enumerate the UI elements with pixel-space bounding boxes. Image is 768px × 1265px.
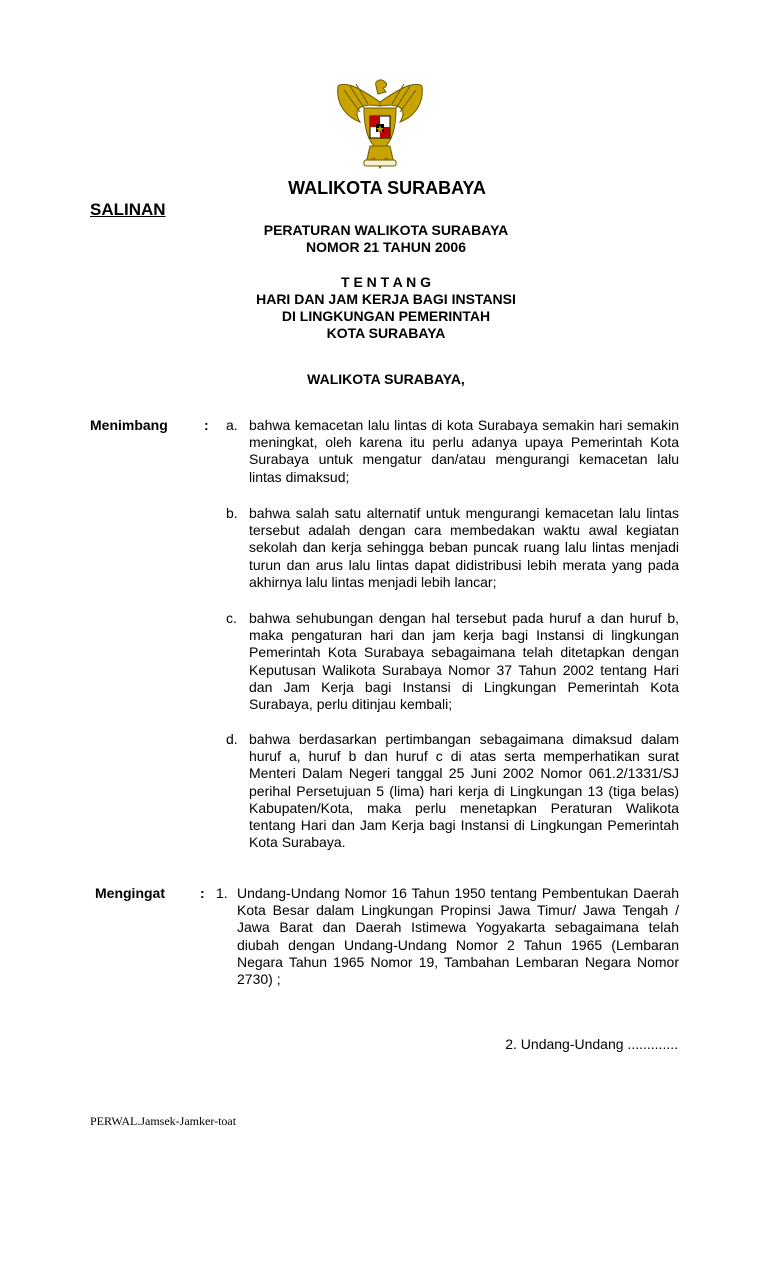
menimbang-label: Menimbang [90, 417, 168, 433]
next-page-reference: 2. Undang-Undang ............. [505, 1036, 678, 1052]
mengingat-colon: : [200, 885, 205, 901]
menimbang-marker-d: d. [226, 731, 238, 747]
regulation-number: NOMOR 21 TAHUN 2006 [305, 239, 466, 255]
menimbang-marker-a: a. [226, 417, 238, 433]
mengingat-marker-1: 1. [216, 885, 228, 901]
menimbang-item-d: bahwa berdasarkan pertimbangan sebagaimana dimaksud dalam huruf a, huruf b dan huruf c di atas serta memperhatikan surat Menteri Dalam Negeri tanggal 25 Juni 2002 Nomor 061.2/1331/SJ perihal Persetujuan 5 (lima) hari kerja di Lingkungan 13 (tiga belas) Kabupaten/Kota, maka perlu menetapkan Peraturan Walikota tentang Hari dan Jam Kerja bagi Instansi di Lingkungan Pemerintah Kota Surabaya. [249, 731, 679, 851]
salinan-label: SALINAN [90, 200, 166, 219]
subject-line-2: DI LINGKUNGAN PEMERINTAH [281, 308, 491, 324]
document-title: WALIKOTA SURABAYA [288, 178, 486, 198]
mengingat-item-1: Undang-Undang Nomor 16 Tahun 1950 tentang Pembentukan Daerah Kota Besar dalam Lingkungan Propinsi Jawa Timur/ Jawa Tengah / Jawa Barat dan Daerah Istimewa Yogyakarta sebagaimana telah diubah dengan Undang-Undang Nomor 2 Tahun 1965 (Lembaran Negara Tahun 1965 Nomor 19, Tambahan Lembaran Negara Nomor 2730) ; [237, 885, 679, 988]
garuda-emblem-icon [330, 72, 430, 172]
menimbang-item-b: bahwa salah satu alternatif untuk mengurangi kemacetan lalu lintas tersebut adalah dengan cara membedakan waktu awal kegiatan sekolah dan kerja sehingga beban puncak ruang lalu lintas menjadi turun dan arus lalu lintas dapat didistribusi lebih merata yang pada akhirnya lalu lintas menjadi lebih lancar; [249, 505, 679, 590]
menimbang-colon: : [204, 417, 209, 433]
menimbang-item-c: bahwa sehubungan dengan hal tersebut pada huruf a dan huruf b, maka pengaturan hari dan jam kerja bagi Instansi di lingkungan Pemerintah Kota Surabaya sebagaimana telah ditetapkan dengan Keputusan Walikota Surabaya Nomor 37 Tahun 2002 tentang Hari dan Jam Kerja bagi Instansi di Lingkungan Pemerintah Kota Surabaya, perlu ditinjau kembali; [249, 610, 679, 713]
menimbang-marker-c: c. [226, 610, 237, 626]
tentang-heading: T E N T A N G [341, 274, 431, 290]
document-code: PERWAL.Jamsek-Jamker-toat [90, 1114, 237, 1128]
menimbang-item-a: bahwa kemacetan lalu lintas di kota Surabaya semakin hari semakin meningkat, oleh karena itu perlu adanya upaya Pemerintah Kota Surabaya untuk mengatur dan/atau mengurangi kemacetan lalu lintas dimaksud; [249, 417, 679, 485]
subject-line-3: KOTA SURABAYA [326, 325, 446, 341]
menimbang-marker-b: b. [226, 505, 238, 521]
subject-line-1: HARI DAN JAM KERJA BAGI INSTANSI [256, 291, 516, 307]
mengingat-label: Mengingat [95, 885, 165, 901]
mayor-heading: WALIKOTA SURABAYA, [307, 371, 465, 387]
regulation-title: PERATURAN WALIKOTA SURABAYA [263, 222, 509, 238]
